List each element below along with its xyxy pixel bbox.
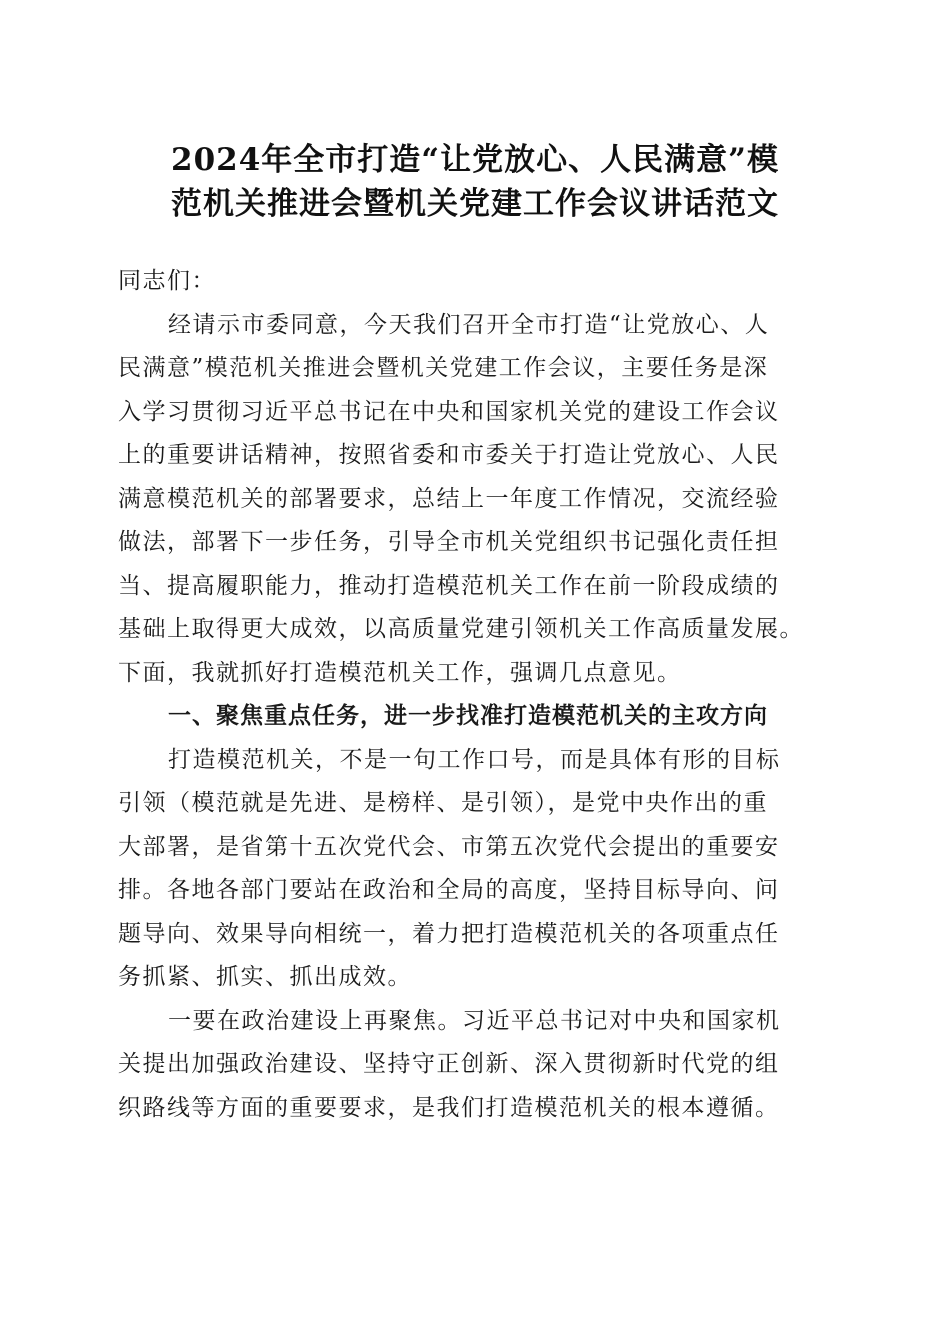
document-title [118, 138, 832, 226]
section-heading-1 [118, 695, 832, 739]
paragraph-line: 上的重要讲话精神，按照省委和市委关于打造让党放心、人民 [118, 442, 780, 468]
paragraph-line: 经请示市委同意，今天我们召开全市打造“让党放心、人 [168, 311, 770, 338]
paragraph-line: 排。各地各部门要站在政治和全局的高度，坚持目标导向、问 [118, 877, 780, 903]
paragraph-line: 务抓紧、抓实、抓出成效。 [118, 964, 412, 990]
paragraph-line: 下面，我就抓好打造模范机关工作，强调几点意见。 [118, 659, 682, 686]
paragraph-line: 题导向、效果导向相统一，着力把打造模范机关的各项重点任 [118, 920, 780, 947]
paragraph-line: 打造模范机关，不是一句工作口号，而是具体有形的目标 [168, 746, 781, 773]
paragraph-line: 民满意”模范机关推进会暨机关党建工作会议，主要任务是深 [118, 355, 769, 381]
title-line-1: 2024年全市打造“让党放心、人民满意”模 [171, 142, 779, 178]
paragraph-line: 引领（模范就是先进、是榜样、是引领），是党中央作出的重 [118, 790, 768, 816]
title-line-2: 范机关推进会暨机关党建工作会议讲话范文 [171, 186, 779, 222]
paragraph-section-1 [118, 739, 832, 1000]
paragraph-line: 织路线等方面的重要要求，是我们打造模范机关的根本遵循。 [118, 1094, 780, 1121]
paragraph-intro [118, 304, 832, 696]
paragraph-political-building [118, 1000, 832, 1131]
paragraph-line: 基础上取得更大成效，以高质量党建引领机关工作高质量发展。 [118, 616, 804, 642]
paragraph-line: 做法，部署下一步任务，引导全市机关党组织书记强化责任担 [118, 529, 780, 555]
paragraph-line: 满意模范机关的部署要求，总结上一年度工作情况，交流经验 [118, 485, 780, 512]
salutation-text: 同志们： [118, 268, 216, 294]
paragraph-line: 一要在政治建设上再聚焦。习近平总书记对中央和国家机 [168, 1007, 781, 1034]
salutation [118, 260, 832, 304]
paragraph-line: 关提出加强政治建设、坚持守正创新、深入贯彻新时代党的组 [118, 1051, 780, 1077]
paragraph-line: 当、提高履职能力，推动打造模范机关工作在前一阶段成绩的 [118, 572, 780, 599]
document-body [118, 260, 832, 1130]
paragraph-line: 入学习贯彻习近平总书记在中央和国家机关党的建设工作会议 [118, 398, 780, 425]
section-heading-text: 一、聚焦重点任务，进一步找准打造模范机关的主攻方向 [168, 703, 768, 729]
paragraph-line: 大部署，是省第十五次党代会、市第五次党代会提出的重要安 [118, 833, 780, 860]
